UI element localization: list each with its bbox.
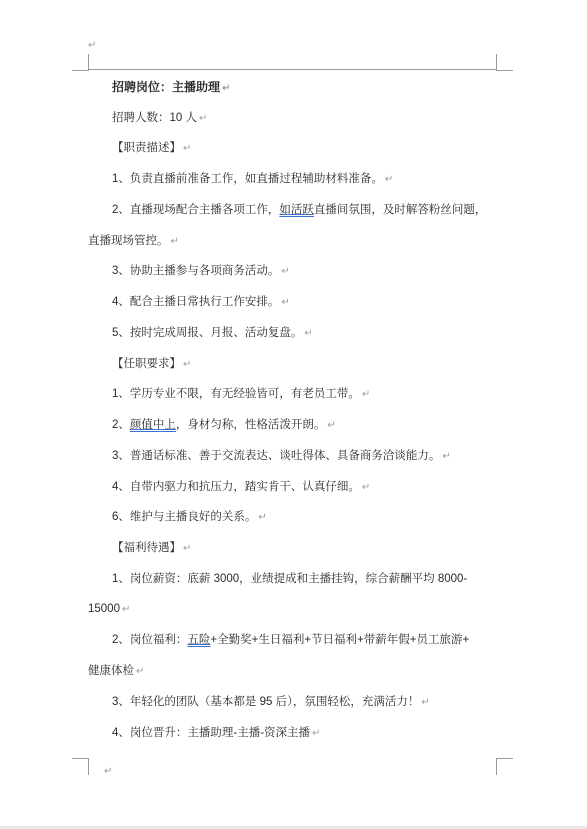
section-heading-text: 【职责描述】 bbox=[112, 142, 181, 154]
job-title-label: 招聘岗位： bbox=[112, 80, 173, 94]
header-paragraph-mark: ↵ bbox=[88, 40, 97, 51]
header-divider bbox=[88, 69, 496, 70]
paragraph-mark: ↵ bbox=[304, 328, 313, 339]
requirement-text: 6、维护与主播良好的关系。 bbox=[112, 511, 257, 523]
duty-text: 3、协助主播参与各项商务活动。 bbox=[112, 265, 280, 277]
requirement-item-3[interactable] bbox=[112, 448, 451, 465]
paragraph-mark: ↵ bbox=[361, 482, 371, 493]
paragraph-mark: ↵ bbox=[442, 451, 451, 462]
grammar-underlined-text: 如活跃 bbox=[279, 204, 314, 216]
crop-mark-bottom-left bbox=[72, 758, 89, 775]
paragraph-mark: ↵ bbox=[199, 113, 208, 124]
headcount-line[interactable] bbox=[112, 110, 207, 127]
section-heading-text: 【福利待遇】 bbox=[112, 542, 181, 554]
grammar-underlined-text: 五险 bbox=[187, 634, 211, 646]
headcount-text: 招聘人数：10 人 bbox=[112, 112, 197, 124]
section-heading-requirements[interactable] bbox=[112, 356, 191, 373]
crop-mark-top-left bbox=[72, 54, 89, 71]
duty-text: 1、负责直播前准备工作，如直播过程辅助材料准备。 bbox=[112, 173, 383, 185]
requirement-item-1[interactable] bbox=[112, 386, 370, 403]
paragraph-mark: ↵ bbox=[183, 543, 192, 554]
benefit-text-wrap: 15000 bbox=[88, 603, 120, 615]
section-heading-duties[interactable] bbox=[112, 140, 191, 157]
duty-text: 4、配合主播日常执行工作安排。 bbox=[112, 296, 280, 308]
requirement-item-2[interactable] bbox=[112, 417, 336, 434]
duty-item-2-wrap[interactable] bbox=[88, 233, 179, 250]
benefit-item-2-wrap[interactable] bbox=[88, 663, 144, 680]
requirement-text: 1、学历专业不限，有无经验皆可，有老员工带。 bbox=[112, 388, 360, 400]
benefit-text-wrap: 健康体检 bbox=[88, 665, 134, 677]
requirement-text: 2、 bbox=[112, 419, 130, 431]
benefit-text: 4、岗位晋升：主播助理-主播-资深主播 bbox=[112, 727, 311, 739]
benefit-text-continued: +全勤奖+生日福利+节日福利+带薪年假+员工旅游+ bbox=[210, 634, 470, 646]
duty-text-continued: 直播间氛围，及时解答粉丝问题， bbox=[313, 204, 487, 216]
section-heading-text: 【任职要求】 bbox=[112, 358, 181, 370]
footer-paragraph-mark: ↵ bbox=[104, 766, 113, 777]
benefit-text: 2、岗位福利： bbox=[112, 634, 188, 646]
duty-text: 2、直播现场配合主播各项工作， bbox=[112, 204, 280, 216]
grammar-underlined-text: 颜值中上 bbox=[129, 419, 176, 431]
benefit-item-4[interactable] bbox=[112, 725, 320, 742]
paragraph-mark: ↵ bbox=[384, 174, 394, 185]
requirement-text-continued: ，身材匀称，性格活泼开朗。 bbox=[175, 419, 326, 431]
benefit-text: 1、岗位薪资：底薪 3000，业绩提成和主播挂钩，综合薪酬平均 8000- bbox=[112, 573, 468, 585]
paragraph-mark: ↵ bbox=[121, 604, 131, 615]
paragraph-mark: ↵ bbox=[170, 236, 179, 247]
paragraph-mark: ↵ bbox=[183, 143, 192, 154]
duty-item-4[interactable] bbox=[112, 294, 290, 311]
benefit-text: 3、年轻化的团队（基本都是 95 后），氛围轻松，充满活力！ bbox=[112, 696, 420, 708]
job-title-value: 主播助理 bbox=[172, 80, 221, 94]
crop-mark-top-right bbox=[496, 54, 513, 71]
paragraph-mark: ↵ bbox=[327, 420, 336, 431]
paragraph-mark: ↵ bbox=[421, 697, 430, 708]
benefit-item-2[interactable] bbox=[112, 632, 469, 648]
crop-mark-bottom-right bbox=[496, 758, 513, 775]
paragraph-mark: ↵ bbox=[222, 83, 231, 94]
paragraph-mark: ↵ bbox=[258, 512, 267, 523]
paragraph-mark: ↵ bbox=[281, 297, 290, 308]
duty-item-1[interactable] bbox=[112, 171, 393, 188]
duty-text-wrap: 直播现场管控。 bbox=[88, 235, 169, 247]
requirement-item-6[interactable] bbox=[112, 509, 267, 526]
duty-text: 5、按时完成周报、月报、活动复盘。 bbox=[112, 327, 303, 339]
job-title-line[interactable] bbox=[112, 79, 230, 97]
section-heading-benefits[interactable] bbox=[112, 540, 191, 557]
paragraph-mark: ↵ bbox=[312, 728, 321, 739]
duty-item-3[interactable] bbox=[112, 263, 290, 280]
benefit-item-1-wrap[interactable] bbox=[88, 601, 130, 618]
duty-item-5[interactable] bbox=[112, 325, 313, 342]
requirement-item-4[interactable] bbox=[112, 479, 370, 496]
duty-item-2[interactable] bbox=[112, 202, 486, 218]
benefit-item-3[interactable] bbox=[112, 694, 430, 711]
paragraph-mark: ↵ bbox=[136, 666, 145, 677]
paragraph-mark: ↵ bbox=[183, 359, 192, 370]
paragraph-mark: ↵ bbox=[361, 389, 371, 400]
paragraph-mark: ↵ bbox=[281, 266, 290, 277]
requirement-text: 4、自带内驱力和抗压力，踏实肯干、认真仔细。 bbox=[112, 481, 360, 493]
benefit-item-1[interactable] bbox=[112, 571, 467, 587]
requirement-text: 3、普通话标准、善于交流表达、谈吐得体、具备商务洽谈能力。 bbox=[112, 450, 441, 462]
